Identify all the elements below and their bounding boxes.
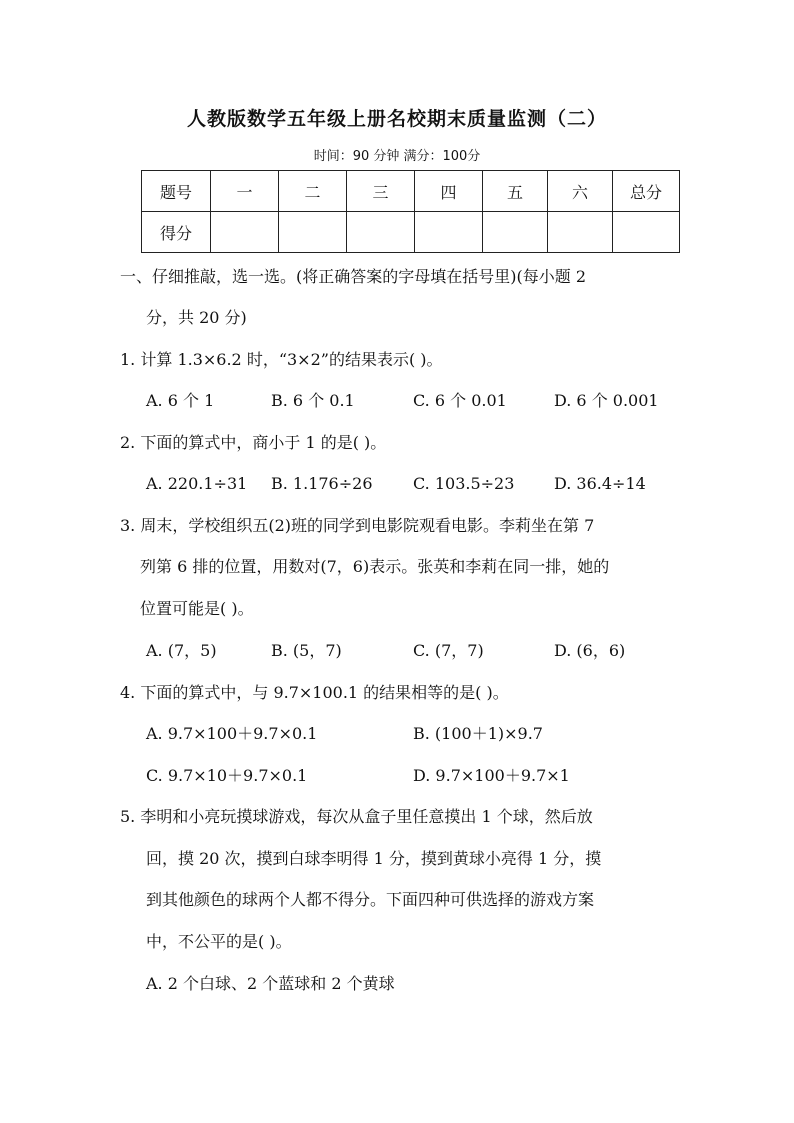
question-4-option-a: A. 9.7×100＋9.7×0.1 [146,724,318,743]
question-3-stem-line2: 列第 6 排的位置，用数对(7，6)表示。张英和李莉在同一排，她的 [140,557,610,576]
question-3-option-a: A. (7，5) [146,641,217,660]
column-5: 五 [483,171,548,212]
time-and-score-info: 时间：90 分钟 满分：100分 [313,149,481,164]
question-3-stem-line3: 位置可能是( )。 [140,599,254,618]
question-2-stem: 2. 下面的算式中，商小于 1 的是( )。 [120,433,387,452]
score-cell[interactable] [211,212,279,253]
score-cell-total[interactable] [613,212,680,253]
question-5-stem-line3: 到其他颜色的球两个人都不得分。下面四种可供选择的游戏方案 [146,890,595,909]
score-table-score-row [142,212,680,253]
column-2: 二 [279,171,347,212]
question-3-option-d: D. (6，6) [554,641,626,660]
row-label-question-number: 题号 [142,171,211,212]
score-cell[interactable] [483,212,548,253]
question-4-option-d: D. 9.7×100＋9.7×1 [413,766,570,785]
question-1-stem: 1. 计算 1.3×6.2 时，“3×2”的结果表示( )。 [120,350,443,369]
section-heading-line1: 一、仔细推敲，选一选。(将正确答案的字母填在括号里)(每小题 2 [120,267,586,286]
question-2-option-a: A. 220.1÷31 [146,474,248,493]
row-label-score: 得分 [142,212,211,253]
question-1-option-d: D. 6 个 0.001 [554,391,659,410]
question-3-stem-line1: 3. 周末，学校组织五(2)班的同学到电影院观看电影。李莉坐在第 7 [120,516,595,535]
column-6: 六 [548,171,613,212]
section-heading-line2: 分，共 20 分) [146,308,247,327]
question-5-stem-line1: 5. 李明和小亮玩摸球游戏，每次从盒子里任意摸出 1 个球，然后放 [120,807,593,826]
question-1-option-a: A. 6 个 1 [146,391,215,410]
question-2-option-b: B. 1.176÷26 [271,474,373,493]
question-4-option-c: C. 9.7×10＋9.7×0.1 [146,766,308,785]
column-3: 三 [347,171,415,212]
question-4-stem: 4. 下面的算式中，与 9.7×100.1 的结果相等的是( )。 [120,683,509,702]
column-total: 总分 [613,171,680,212]
question-1-option-c: C. 6 个 0.01 [413,391,507,410]
question-1-option-b: B. 6 个 0.1 [271,391,355,410]
score-cell[interactable] [279,212,347,253]
question-5-stem-line4: 中，不公平的是( )。 [146,932,292,951]
question-4-option-b: B. (100＋1)×9.7 [413,724,543,743]
question-2-option-d: D. 36.4÷14 [554,474,646,493]
question-5-option-a: A. 2 个白球、2 个蓝球和 2 个黄球 [146,974,395,993]
score-cell[interactable] [548,212,613,253]
question-3-option-b: B. (5，7) [271,641,342,660]
score-table-header-row [142,171,680,212]
score-cell[interactable] [415,212,483,253]
question-5-stem-line2: 回，摸 20 次，摸到白球李明得 1 分，摸到黄球小亮得 1 分，摸 [146,849,602,868]
question-3-option-c: C. (7，7) [413,641,484,660]
column-4: 四 [415,171,483,212]
question-2-option-c: C. 103.5÷23 [413,474,515,493]
column-1: 一 [211,171,279,212]
score-table [141,170,680,253]
page-title: 人教版数学五年级上册名校期末质量监测（二） [186,108,607,130]
score-cell[interactable] [347,212,415,253]
